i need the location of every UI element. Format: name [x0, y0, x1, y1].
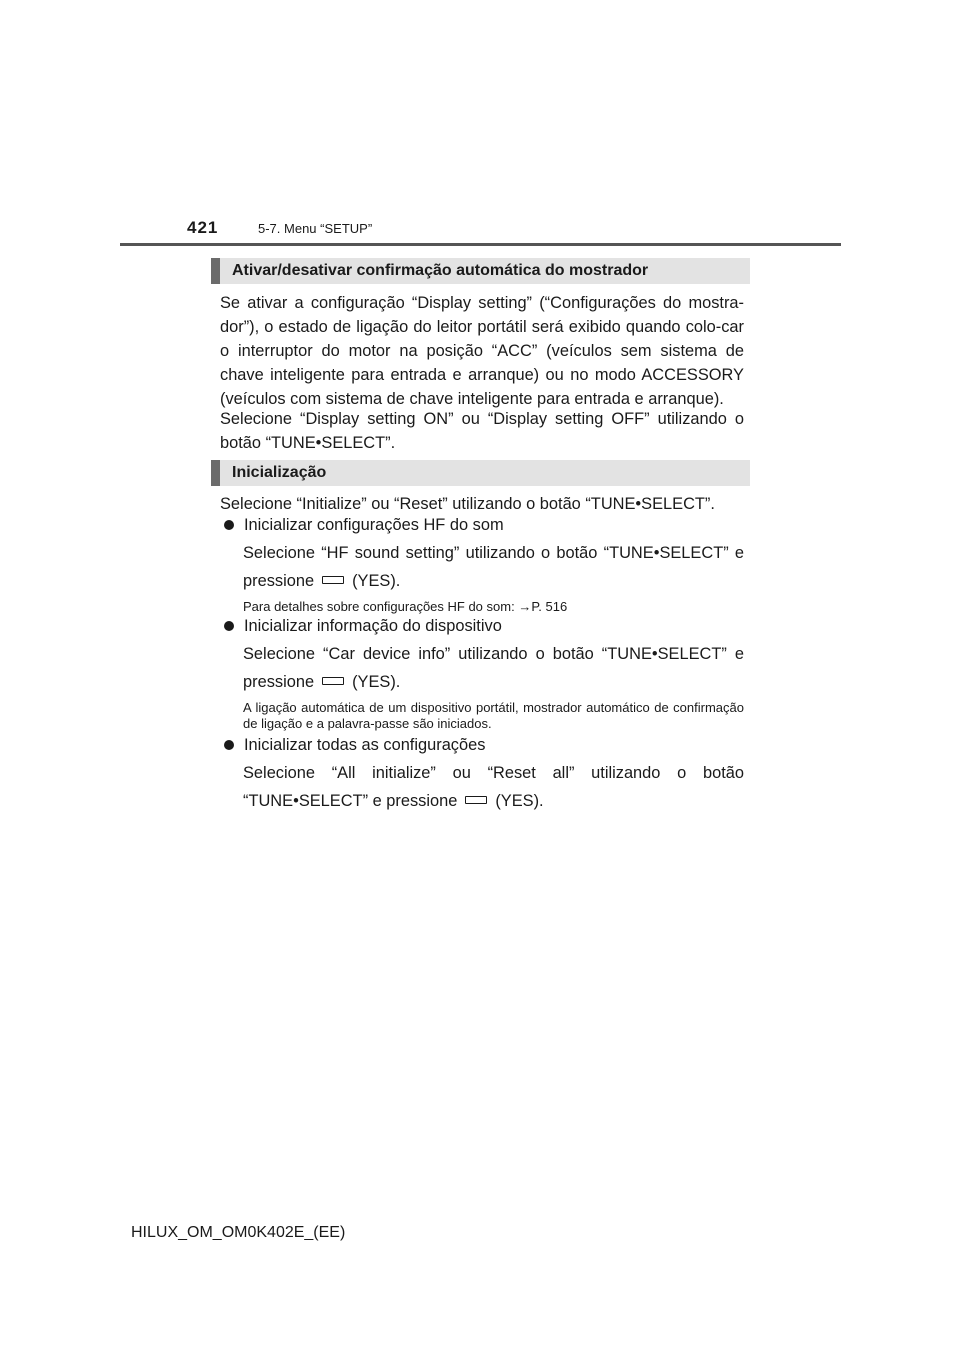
button-icon — [465, 796, 487, 804]
instruction-press: pressione — [243, 673, 315, 691]
page-reference: P. 516 — [531, 599, 568, 614]
instruction-text-line2 — [243, 787, 744, 815]
instruction-yes: (YES). — [352, 572, 401, 590]
bullet-title: Inicializar configurações HF do som — [244, 516, 504, 534]
bullet-title: Inicializar todas as configurações — [244, 736, 486, 754]
instruction-text: Selecione “Car device info” utilizando o botão “TUNE•SELECT” e — [243, 645, 744, 663]
heading-text: Ativar/desativar confirmação automática do mostrador — [232, 262, 649, 279]
instruction-press: pressione — [243, 572, 315, 590]
instruction-yes: (YES). — [352, 673, 401, 691]
button-icon — [322, 576, 344, 584]
note-device-info: A ligação automática de um dispositivo portátil, mostrador automático de confirmação de ligação e a palavra-passe são iniciados. — [243, 700, 744, 731]
note-hf-sound — [243, 599, 744, 615]
header-rule — [120, 243, 841, 246]
bullet-dot — [224, 520, 234, 530]
footer-doc-code: HILUX_OM_OM0K402E_(EE) — [131, 1224, 346, 1241]
heading-display-confirmation — [211, 258, 750, 284]
instruction-text: Selecione “All initialize” ou “Reset all” utilizando o botão — [243, 764, 744, 782]
button-icon — [322, 677, 344, 685]
bullet-dot — [224, 621, 234, 631]
bullet-dot — [224, 740, 234, 750]
heading-initialization — [211, 460, 750, 486]
heading-text: Inicialização — [232, 464, 327, 481]
bullet-hf-sound — [224, 513, 504, 537]
note-text: Para detalhes sobre configurações HF do som: — [243, 599, 519, 614]
paragraph-select-display: Selecione “Display setting ON” ou “Display setting OFF” utilizando o botão “TUNE•SELECT”. — [220, 410, 744, 452]
page-number: 421 — [187, 218, 219, 237]
instruction-press: “TUNE•SELECT” e pressione — [243, 792, 458, 810]
arrow-icon: → — [518, 599, 532, 614]
bullet-title: Inicializar informação do dispositivo — [244, 617, 502, 635]
bullet-all-settings — [224, 733, 485, 757]
paragraph-initialize-intro: Selecione “Initialize” ou “Reset” utilizando o botão “TUNE•SELECT”. — [220, 495, 715, 513]
bullet-device-info — [224, 614, 502, 638]
instruction-text: Selecione “HF sound setting” utilizando o botão “TUNE•SELECT” e — [243, 544, 744, 562]
paragraph-display-setting: Se ativar a configuração “Display setting” (“Configurações do mostra-dor”), o estado de ligação do leitor portátil será exibido quando colo-car o interruptor do motor na posição “ACC” (veículos sem sistema de chave inteligente para entrada e arranque) ou no modo ACCESSORY (veículos com sistema de chave inteligente para entrada e arranque). — [220, 294, 744, 408]
section-label: 5-7. Menu “SETUP” — [258, 221, 373, 236]
instruction-text-line2 — [243, 567, 744, 595]
instruction-text-line2 — [243, 668, 744, 696]
instruction-yes: (YES). — [495, 792, 544, 810]
